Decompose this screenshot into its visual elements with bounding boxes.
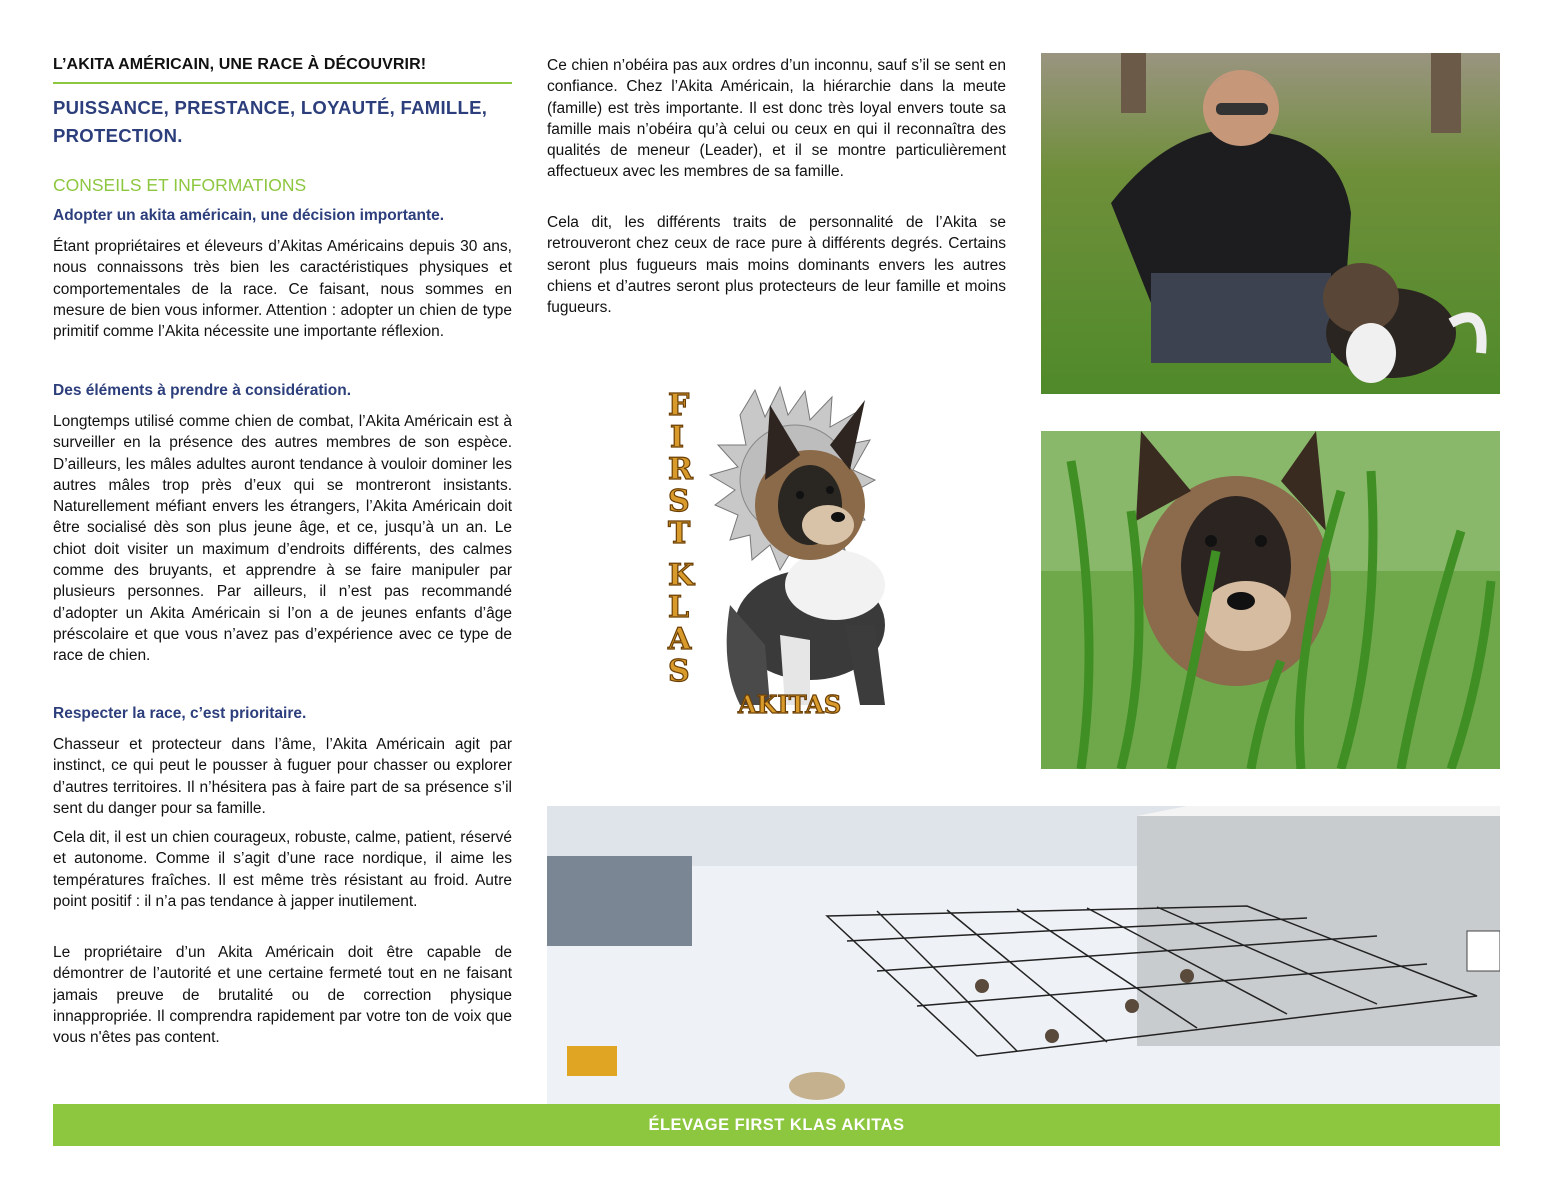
footer-banner (53, 1104, 1500, 1146)
photo-winter-kennel (547, 806, 1500, 1104)
svg-text:I: I (670, 420, 685, 455)
title-divider (53, 82, 512, 84)
paragraph-personality: Cela dit, les différents traits de personnalité de l’Akita se retrouveront chez ceux de race pure à différents degrés. Certains seront plus fugueurs mais moins dominants envers les autres chiens et d’autres seront plus protecteurs de leur famille et moins fugueurs. (547, 214, 1006, 317)
svg-text:F: F (668, 388, 690, 423)
photo-man-with-puppy (1041, 53, 1500, 394)
svg-text:L: L (668, 590, 690, 625)
svg-text:K: K (668, 558, 695, 593)
paragraph-respect-3: Le propriétaire d’un Akita Américain doit être capable de démontrer de l’autorité et une certaine fermeté tout en ne faisant jamais preuve de brutalité ou de correction physique innappropriée. Il comprendra rapidement par votre ton de voix que vous n'êtes pas content. (53, 944, 512, 1047)
svg-text:R: R (668, 452, 693, 487)
question-heading-considerations: Des éléments à prendre à considération. (53, 382, 352, 399)
logo-vertical-text-first (668, 388, 694, 551)
kennel-logo (660, 385, 905, 720)
svg-text:S: S (668, 484, 690, 519)
page-subtitle: PUISSANCE, PRESTANCE, LOYAUTÉ, FAMILLE, PROTECTION. (53, 97, 488, 146)
footer-text: ÉLEVAGE FIRST KLAS AKITAS (648, 1115, 905, 1134)
section-heading: CONSEILS ET INFORMATIONS (53, 175, 307, 195)
paragraph-respect-2: Cela dit, il est un chien courageux, robuste, calme, patient, réservé et autonome. Comme il s’agit d’une race nordique, il aime les températures fraîches. Il est même très résistant au froid. Autre point positif : il n’a pas tendance à japper inutilement. (53, 829, 512, 910)
paragraph-hierarchy: Ce chien n’obéira pas aux ordres d’un inconnu, sauf s’il se sent en confiance. Chez l’Akita Américain, la hiérarchie dans la meute (famille) est très importante. Il est donc très loyal envers toute sa famille mais n’obéira qu’à celui ou ceux en qui il reconnaîtra des qualités de meneur (Leader), et il se montre particulièrement affectueux avec les membres de sa famille. (547, 57, 1006, 181)
paragraph-adopt: Étant propriétaires et éleveurs d’Akitas Américains depuis 30 ans, nous connaissons très bien les caractéristiques physiques et comportementales de la race. Ce faisant, nous sommes en mesure de bien vous informer. Attention : adopter un chien de type primitif comme l’Akita nécessite une importante réflexion. (53, 238, 512, 341)
logo-vertical-text-klas (667, 558, 695, 689)
page-title: L’AKITA AMÉRICAIN, UNE RACE À DÉCOUVRIR! (53, 56, 427, 73)
svg-text:S: S (668, 654, 690, 689)
svg-text:A: A (668, 622, 692, 657)
svg-text:T: T (668, 516, 691, 551)
logo-bottom-text: AKITAS (738, 690, 842, 719)
paragraph-considerations: Longtemps utilisé comme chien de combat, l’Akita Américain est à surveiller en la présence des autres membres de son espèce. D’ailleurs, les mâles adultes auront tendance à vouloir dominer les autres mâles trop près d’eux qui se montreront insistants. Naturellement méfiant envers les étrangers, l’Akita Américain doit être socialisé dès son plus jeune âge, et ce, jusqu’à un an. Le chiot doit visiter un maximum d’endroits différents, des calmes comme des bruyants, et apprendre à se faire manipuler par plusieurs personnes. Par ailleurs, il n’est pas recommandé d’adopter un Akita Américain si l’on a de jeunes enfants d’âge préscolaire et que vous n’avez pas d’expérience avec ce type de race de chien. (53, 413, 512, 665)
question-heading-adopt: Adopter un akita américain, une décision importante. (53, 207, 445, 224)
paragraph-respect-1: Chasseur et protecteur dans l’âme, l’Akita Américain agit par instinct, ce qui peut le pousser à fuguer pour chasser ou explorer d’autres territoires. Il n’hésitera pas à faire part de sa présence s’il sent du danger pour sa famille. (53, 736, 512, 817)
photo-puppy-in-grass (1041, 431, 1500, 769)
question-heading-respect: Respecter la race, c’est prioritaire. (53, 705, 307, 722)
